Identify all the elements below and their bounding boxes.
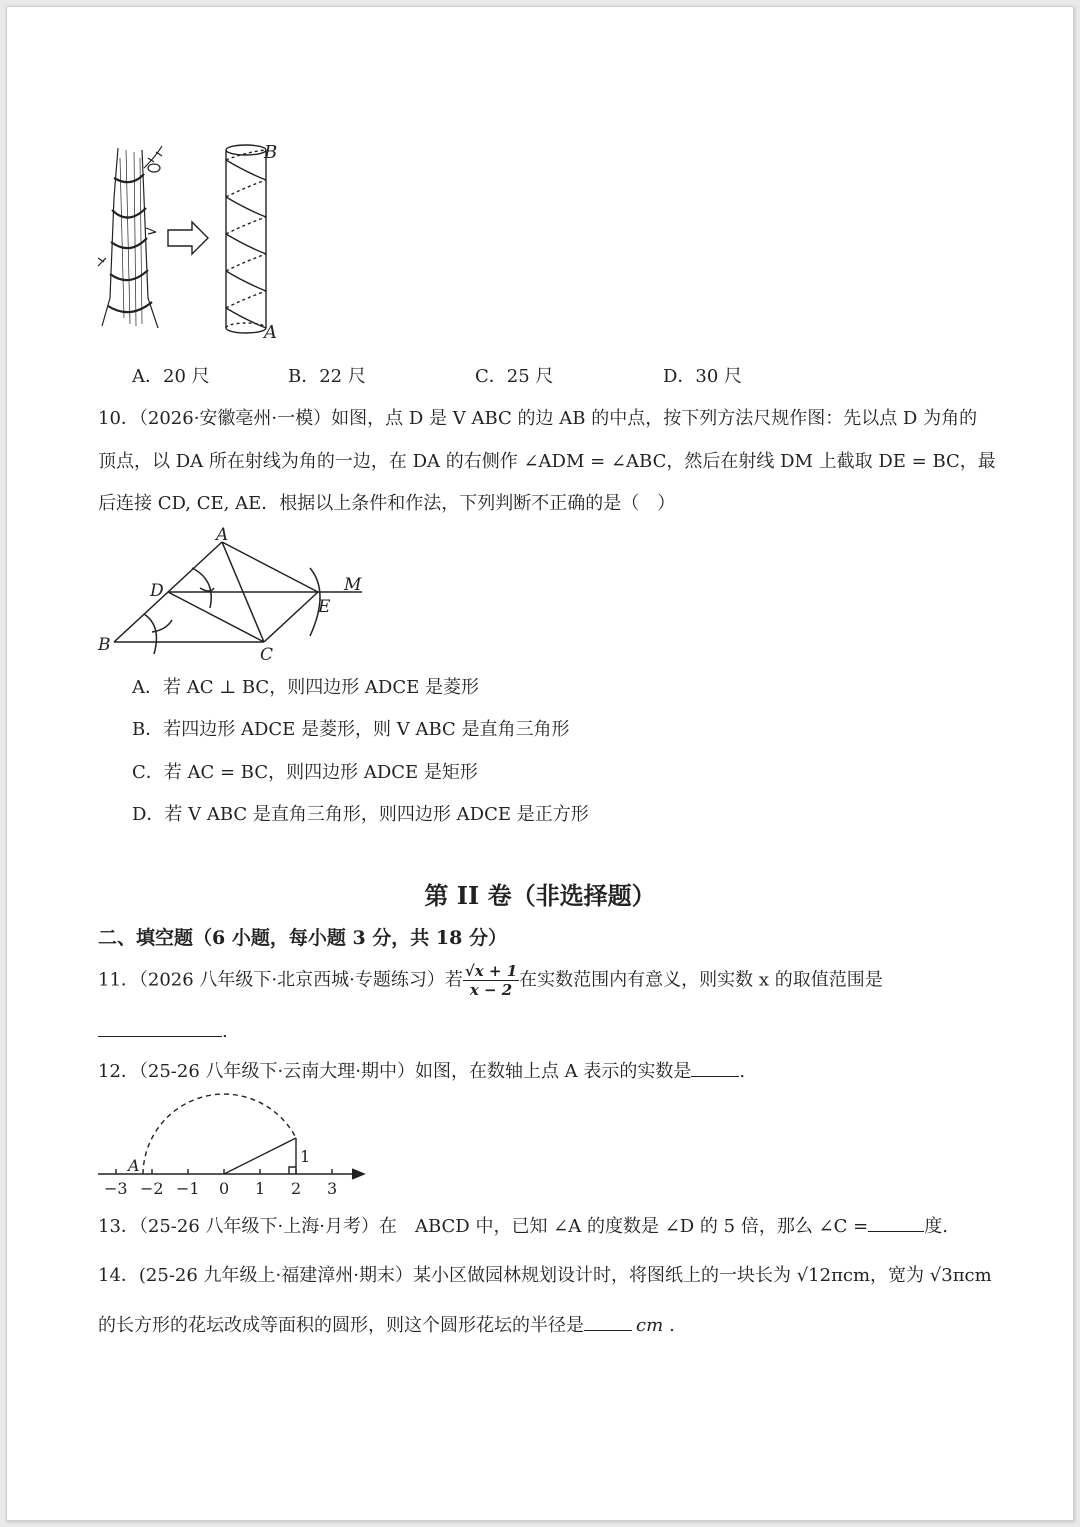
right-arrow-icon [168, 222, 208, 254]
q12-tail: . [739, 1061, 746, 1082]
tick-label: 3 [327, 1179, 338, 1198]
tick-label: −2 [140, 1179, 164, 1198]
tree-trunk-illustration [98, 146, 162, 328]
q10-option-d: D．若 V ABC 是直角三角形，则四边形 ADCE 是正方形 [132, 804, 589, 825]
q11-answer-line [98, 1018, 228, 1044]
arc-at-d-small [200, 588, 214, 591]
q11-line [98, 962, 883, 999]
q10-option-c: C．若 AC = BC，则四边形 ADCE 是矩形 [132, 762, 478, 783]
right-angle-mark [289, 1167, 296, 1174]
cylinder-diagram [226, 145, 266, 333]
q13-tail: 度. [924, 1216, 948, 1237]
part-2-title: 第 II 卷（非选择题） [424, 881, 656, 910]
q12-line [98, 1058, 745, 1084]
segment-dc [168, 592, 264, 642]
tick-label: 0 [219, 1179, 230, 1198]
q14-text: 的长方形的花坛改成等面积的圆形，则这个圆形花坛的半径是 [98, 1315, 584, 1336]
point-label-d: D [150, 581, 164, 601]
q14-tail: . [669, 1315, 675, 1336]
q14-line-2 [98, 1312, 675, 1338]
tree-vine-figure [96, 138, 286, 343]
q12-answer-blank[interactable] [691, 1058, 739, 1077]
point-label-c: C [260, 645, 274, 665]
q13-answer-blank[interactable] [868, 1213, 924, 1232]
q12-text: 12．（25-26 八年级下·云南大理·期中）如图，在数轴上点 A 表示的实数是 [98, 1061, 692, 1082]
segment-ae [222, 542, 318, 592]
q14-unit: cm [636, 1315, 664, 1336]
dashed-arc [143, 1094, 296, 1174]
q9-option-b: B．22 尺 [288, 366, 366, 387]
q11-denominator: x − 2 [469, 981, 513, 999]
axis-arrow-icon [352, 1169, 364, 1179]
q10-option-b: B．若四边形 ADCE 是菱形，则 V ABC 是直角三角形 [132, 719, 570, 740]
q10-line-2: 顶点，以 DA 所在射线为角的一边，在 DA 的右侧作 ∠ADM = ∠ABC，然后在射线 DM 上截取 DE = BC，最 [98, 451, 996, 472]
tick-label: 2 [291, 1179, 302, 1198]
cylinder-label-b: B [264, 142, 278, 163]
q14-answer-blank[interactable] [584, 1312, 632, 1331]
q10-line-3: 后连接 CD, CE, AE．根据以上条件和作法，下列判断不正确的是（ ） [98, 493, 676, 514]
q9-option-d: D．30 尺 [663, 366, 743, 387]
tick-label: −3 [104, 1179, 128, 1198]
q12-number-line-figure [96, 1090, 376, 1200]
point-label-a: A [216, 525, 229, 545]
hypotenuse [224, 1138, 296, 1174]
q13-text: 13．（25-26 八年级下·上海·月考）在 ABCD 中，已知 ∠A 的度数是 ∠D 的 5 倍，那么 ∠C = [98, 1216, 869, 1237]
point-label-m: M [344, 575, 362, 595]
q10-option-a: A．若 AC ⊥ BC，则四边形 ADCE 是菱形 [132, 677, 479, 698]
q9-option-a: A．20 尺 [132, 366, 210, 387]
q11-tail: . [222, 1021, 228, 1042]
q11-answer-blank[interactable] [98, 1018, 222, 1037]
q14-line-1: 14．(25-26 九年级上·福建漳州·期末）某小区做园林规划设计时，将图纸上的一块长为 √12πcm，宽为 √3πcm [98, 1265, 992, 1286]
point-label-e: E [318, 597, 331, 617]
arc-at-b [144, 614, 156, 654]
tick-label: −1 [176, 1179, 200, 1198]
q11-suffix: 在实数范围内有意义，则实数 x 的取值范围是 [519, 969, 883, 991]
q11-prefix: 11．（2026 八年级下·北京西城·专题练习）若 [98, 969, 463, 991]
q10-line-1: 10．（2026·安徽亳州·一模）如图，点 D 是 V ABC 的边 AB 的中点，按下列方法尺规作图：先以点 D 为角的 [98, 408, 978, 429]
cylinder-label-a: A [264, 322, 277, 343]
q10-geometry-figure [96, 525, 376, 665]
q9-option-c: C．25 尺 [475, 366, 554, 387]
arc-at-d [192, 568, 211, 608]
point-label-b: B [98, 635, 111, 655]
q13-line [98, 1213, 948, 1239]
tick-label: 1 [255, 1179, 266, 1198]
section-2-title: 二、填空题（6 小题，每小题 3 分，共 18 分） [98, 927, 507, 949]
q12-height-label: 1 [300, 1147, 311, 1166]
q11-numerator: √x + 1 [464, 962, 518, 980]
q12-point-a-label: A [128, 1156, 140, 1175]
q11-fraction [463, 962, 519, 999]
